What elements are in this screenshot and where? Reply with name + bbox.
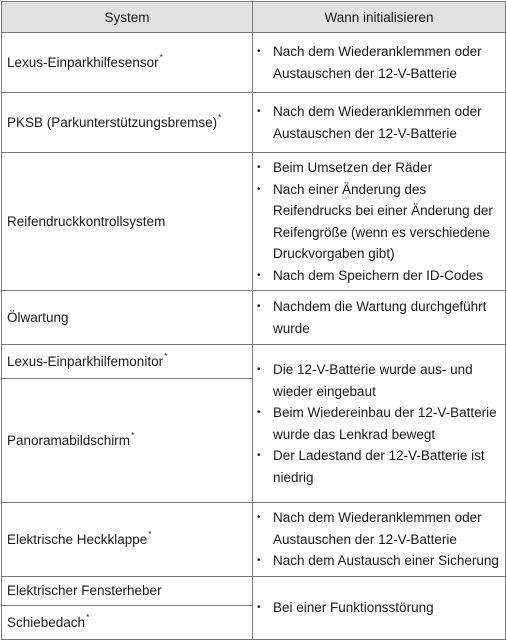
- when-cell: [253, 33, 506, 93]
- when-cell: [253, 153, 506, 291]
- footnote-star: *: [86, 612, 90, 622]
- system-name: Lexus-Einparkhilfesensor: [7, 54, 159, 70]
- table-row: [2, 577, 506, 606]
- system-cell: [2, 577, 253, 606]
- bullet-item: • Bei einer Funktionsstörung: [253, 597, 501, 619]
- system-cell: [2, 153, 253, 291]
- when-cell: [253, 345, 506, 503]
- bullet-item: • Beim Wiedereinbau der 12-V-Batterie wurde das Lenkrad bewegt: [253, 402, 501, 445]
- bullet-item: • Nach dem Wiederanklemmen oder Austauschen der 12-V-Batterie: [253, 101, 501, 144]
- system-name: Ölwartung: [7, 309, 69, 325]
- system-cell: [2, 33, 253, 93]
- when-cell: [253, 577, 506, 640]
- bullet-item: • Nach dem Wiederanklemmen oder Austauschen der 12-V-Batterie: [253, 507, 501, 550]
- bullet-item: • Der Ladestand der 12-V-Batterie ist niedrig: [253, 445, 501, 488]
- system-cell: [2, 503, 253, 577]
- table-row: [2, 503, 506, 577]
- bullet-item: • Nach dem Austausch einer Sicherung: [253, 550, 501, 572]
- footnote-star: *: [131, 430, 135, 440]
- system-cell: [2, 291, 253, 345]
- system-name: Panoramabildschirm: [7, 432, 131, 448]
- system-name: Elektrischer Fensterheber: [7, 583, 162, 598]
- bullet-item: • Nach dem Wiederanklemmen oder Austauschen der 12-V-Batterie: [253, 41, 501, 84]
- footnote-star: *: [148, 529, 152, 539]
- when-cell: [253, 291, 506, 345]
- initialization-table: [1, 1, 506, 640]
- footnote-star: *: [218, 112, 222, 122]
- system-name: Schiebedach: [7, 614, 86, 630]
- system-name: Reifendruckkontrollsystem: [7, 213, 166, 229]
- bullet-item: • Nachdem die Wartung durchgeführt wurde: [253, 296, 501, 339]
- system-cell: [2, 93, 253, 153]
- system-name: PKSB (Parkunterstützungsbremse): [7, 114, 218, 130]
- when-cell: [253, 503, 506, 577]
- table-row: [2, 93, 506, 153]
- bullet-item: • Nach dem Speichern der ID-Codes: [253, 265, 501, 287]
- header-when: Wann initialisieren: [253, 2, 506, 33]
- table-row: [2, 153, 506, 291]
- table-row: [2, 33, 506, 93]
- system-cell: [2, 379, 253, 503]
- system-name: Elektrische Heckklappe: [7, 531, 148, 547]
- table-row: [2, 291, 506, 345]
- system-cell: [2, 345, 253, 379]
- footnote-star: *: [159, 52, 163, 62]
- footnote-star: *: [164, 351, 168, 361]
- table-row: [2, 345, 506, 379]
- header-system: System: [2, 2, 253, 33]
- bullet-item: • Beim Umsetzen der Räder: [253, 157, 501, 179]
- table-header-row: [2, 2, 506, 33]
- bullet-item: • Nach einer Änderung des Reifendrucks bei einer Änderung der Reifengröße (wenn es verschiedene Druckvorgaben gibt): [253, 179, 501, 265]
- when-cell: [253, 93, 506, 153]
- bullet-item: • Die 12-V-Batterie wurde aus- und wieder eingebaut: [253, 359, 501, 402]
- system-name: Lexus-Einparkhilfemonitor: [7, 353, 164, 369]
- system-cell: [2, 606, 253, 640]
